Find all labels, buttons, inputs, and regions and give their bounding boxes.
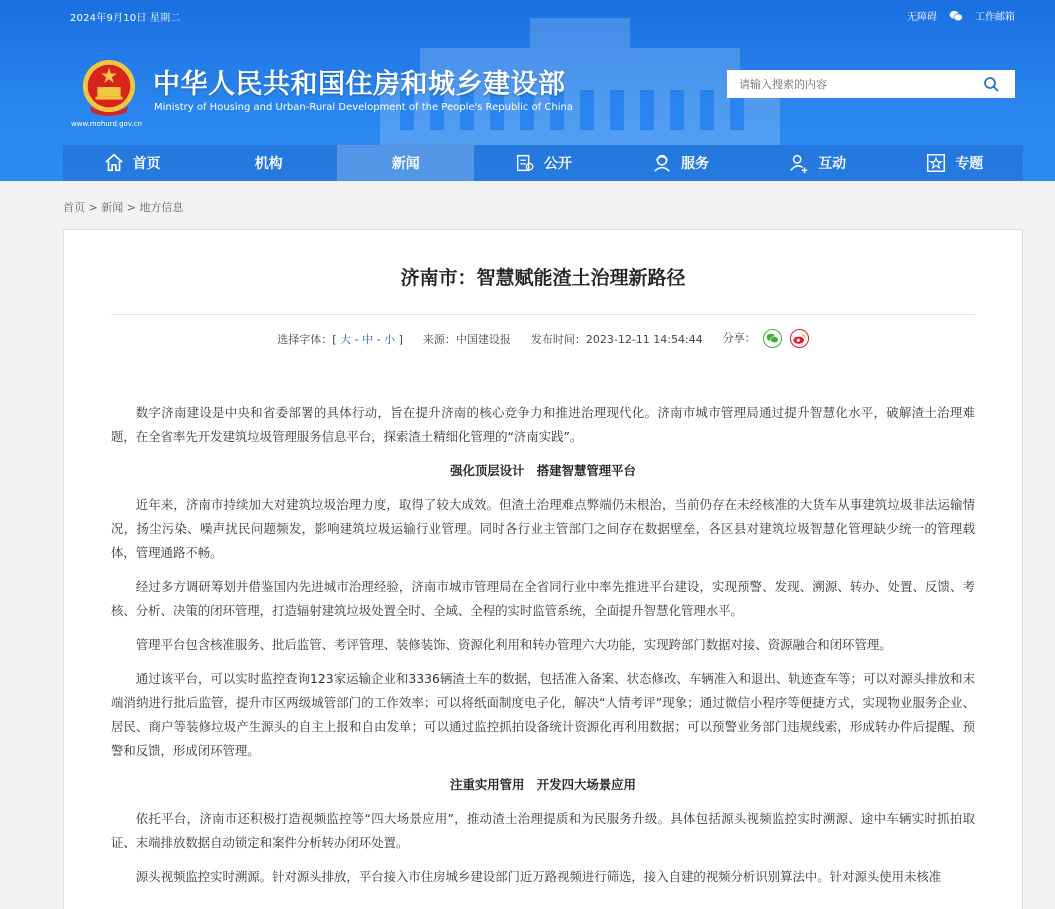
breadcrumb-separator: >: [126, 201, 136, 214]
article-paragraph: 管理平台包含核准服务、批后监管、考评管理、装修装饰、资源化利用和转办管理六大功能，实现跨部门数据对接、资源融合和闭环管理。: [135, 637, 892, 652]
nav-service[interactable]: [612, 145, 749, 181]
site-name-en: Ministry of Housing and Urban-Rural Development of the People's Republic of China: [154, 102, 573, 113]
nav-public-label: 公开: [543, 156, 572, 172]
wechat-icon: [766, 333, 779, 344]
nav-home[interactable]: [63, 145, 200, 181]
star-icon: [925, 152, 947, 174]
font-size-large[interactable]: 大: [340, 332, 352, 346]
weibo-icon: [793, 333, 806, 345]
top-links: [907, 8, 1015, 23]
work-mail-link[interactable]: 工作邮箱: [975, 12, 1015, 23]
breadcrumb-news[interactable]: 新闻: [101, 201, 124, 214]
article-title: 济南市：智慧赋能渣土治理新路径: [400, 267, 686, 289]
font-size-dash: -: [354, 332, 359, 346]
nav-news[interactable]: [337, 145, 474, 181]
share-weibo-button[interactable]: [790, 329, 809, 348]
article-paragraph: 依托平台，济南市还积极打造视频监控等“四大场景应用”，推动渣土治理提质和为民服务升级。具体包括源头视频监控实时溯源、途中车辆实时抓拍取证、末端排放数据自动锁定和案件分析转办闭环处置。: [111, 811, 975, 850]
article-body: [111, 401, 975, 899]
header-date: 2024年9月10日 星期二: [70, 13, 181, 24]
article-paragraph: 经过多方调研筹划并借鉴国内先进城市治理经验，济南市城市管理局在全省同行业中率先推进平台建设，实现预警、发现、溯源、转办、处置、反馈、考核、分析、决策的闭环管理，打造辐射建筑垃圾处置全时、全域、全程的实时监管系统，全面提升智慧化管理水平。: [111, 579, 975, 618]
title-divider: [111, 314, 975, 315]
article-publish-time: 发布时间：2023-12-11 14:54:44: [530, 332, 703, 346]
main-nav: [63, 145, 1023, 181]
nav-organization[interactable]: [200, 145, 337, 181]
article-subheading: 注重实用管用 开发四大场景应用: [450, 777, 636, 792]
nav-topics-label: 专题: [955, 156, 984, 172]
article-paragraph: 数字济南建设是中央和省委部署的具体行动，旨在提升济南的核心竞争力和推进治理现代化。济南市城市管理局通过提升智慧化水平，破解渣土治理难题，在全省率先开发建筑垃圾管理服务信息平台，探索渣土精细化管理的“济南实践”。: [111, 405, 975, 444]
article-paragraph: 源头视频监控实时溯源。针对源头排放，平台接入市住房城乡建设部门近万路视频进行筛选，接入自建的视频分析识别算法中。针对源头使用未核准: [135, 869, 942, 884]
site-header: [0, 0, 1055, 181]
font-size-dash: -: [376, 332, 381, 346]
share-group: [723, 329, 809, 348]
font-size-small[interactable]: 小: [384, 332, 396, 346]
document-icon: [514, 152, 536, 174]
article-meta: [64, 329, 1022, 348]
nav-topics[interactable]: [886, 145, 1023, 181]
nav-home-label: 首页: [132, 156, 161, 172]
breadcrumb-current[interactable]: 地方信息: [139, 201, 184, 214]
article-paragraph: 近年来，济南市持续加大对建筑垃圾治理力度，取得了较大成效。但渣土治理难点弊端仍未根治，当前仍存在未经核准的大货车从事建筑垃圾非法运输情况，扬尘污染、噪声扰民问题频发，影响建筑垃圾运输行业管理。同时各行业主管部门之间存在数据壁垒，各区县对建筑垃圾智慧化管理缺少统一的管理载体，管理通路不畅。: [111, 497, 975, 560]
font-size-close: ]: [398, 332, 403, 346]
nav-interaction[interactable]: [749, 145, 886, 181]
article-card: [63, 229, 1023, 909]
nav-news-label: 新闻: [391, 156, 420, 172]
font-size-medium[interactable]: 中: [362, 332, 374, 346]
search-icon: [983, 76, 999, 92]
national-emblem-icon: [80, 58, 138, 118]
site-url: www.mohurd.gov.cn: [71, 120, 142, 128]
breadcrumb: [63, 199, 183, 215]
home-icon: [103, 152, 125, 174]
nav-public[interactable]: [474, 145, 611, 181]
share-label: 分享：: [722, 331, 756, 345]
service-icon: [651, 152, 673, 174]
search-box: [727, 70, 1015, 98]
font-size-selector: [277, 331, 403, 347]
article-paragraph: 通过该平台，可以实时监控查询123家运输企业和3336辆渣土车的数据，包括准入备案、状态修改、车辆准入和退出、轨迹查车等；可以对源头排放和末端消纳进行批后监管，提升市区两级城管部门的工作效率；可以将纸面制度电子化，解决“人情考评”现象；通过微信小程序等便捷方式，实现物业服务企业、居民、商户等装修垃圾产生源头的自主上报和自由发单；可以通过监控抓拍设备统计资源化再利用数据；可以预警业务部门违规线索，形成转办件后提醒、预警和反馈，形成闭环管理。: [111, 671, 975, 758]
share-wechat-button[interactable]: [763, 329, 782, 348]
font-size-label: 选择字体：[: [277, 332, 337, 346]
interaction-icon: [788, 152, 810, 174]
nav-organization-label: 机构: [254, 156, 283, 172]
article-source: 来源：中国建设报: [422, 332, 511, 346]
wechat-icon[interactable]: [949, 10, 963, 22]
site-name-cn: 中华人民共和国住房和城乡建设部: [153, 69, 566, 100]
search-button[interactable]: [967, 70, 1015, 98]
search-input[interactable]: [727, 70, 967, 98]
nav-service-label: 服务: [681, 156, 710, 172]
breadcrumb-home[interactable]: 首页: [63, 201, 85, 214]
accessibility-link[interactable]: 无障碍: [907, 12, 937, 23]
nav-interaction-label: 互动: [818, 156, 847, 172]
article-subheading: 强化顶层设计 搭建智慧管理平台: [450, 463, 636, 478]
breadcrumb-separator: >: [88, 201, 98, 214]
